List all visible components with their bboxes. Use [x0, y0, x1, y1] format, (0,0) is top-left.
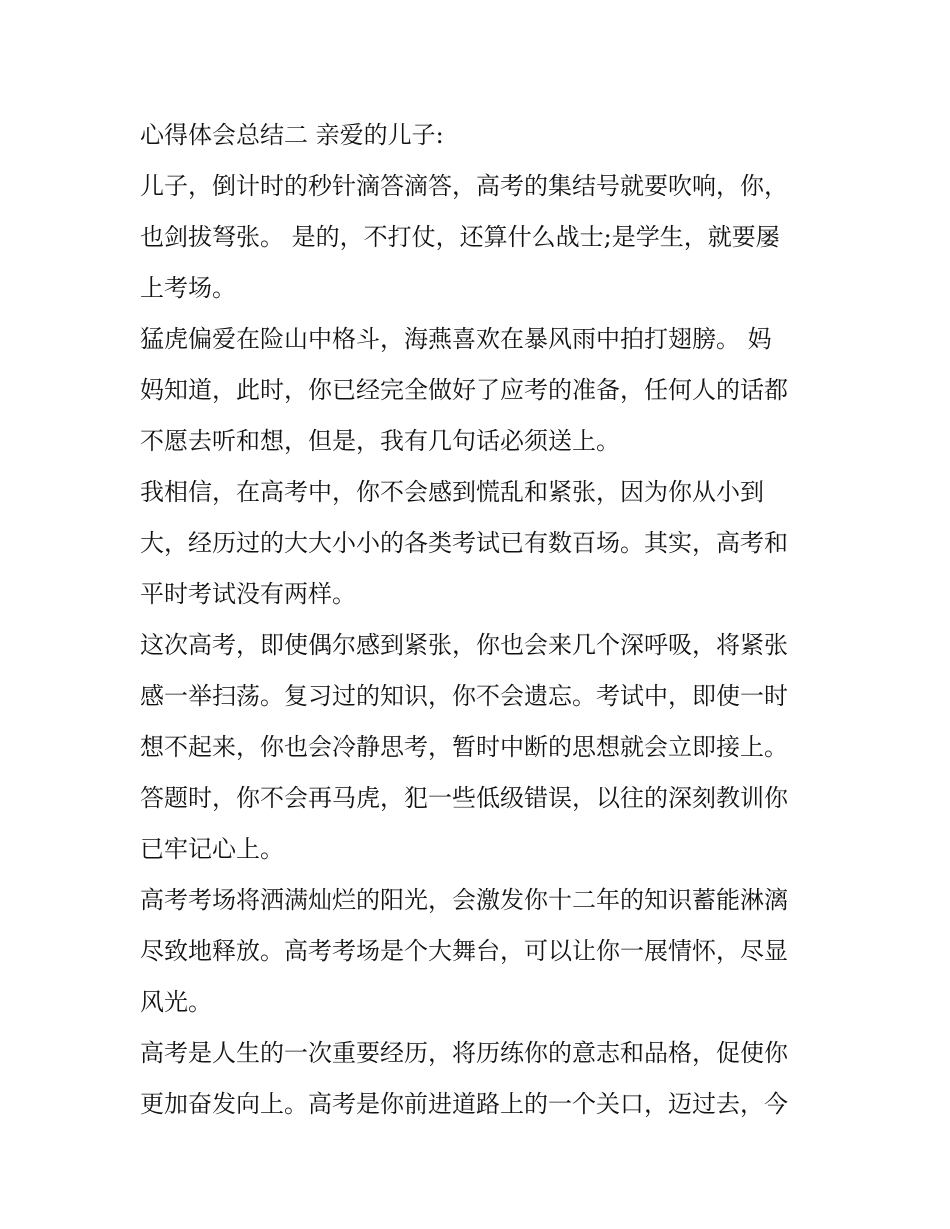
text-line: 儿子，倒计时的秒针滴答滴答，高考的集结号就要吹响，你， [140, 172, 788, 200]
text-line: 高考考场将洒满灿烂的阳光，会激发你十二年的知识蓄能淋漓 [140, 886, 788, 914]
text-line: 已牢记心上。 [140, 835, 284, 863]
text-line: 不愿去听和想，但是，我有几句话必须送上。 [140, 427, 620, 455]
text-line: 尽致地释放。高考考场是个大舞台，可以让你一展情怀，尽显 [140, 937, 788, 965]
text-line: 妈知道，此时，你已经完全做好了应考的准备，任何人的话都 [140, 376, 788, 404]
text-line: 上考场。 [140, 274, 236, 302]
text-line: 更加奋发向上。高考是你前进道路上的一个关口，迈过去，今 [140, 1090, 788, 1118]
text-line: 答题时，你不会再马虎，犯一些低级错误，以往的深刻教训你 [140, 784, 788, 812]
text-line: 大，经历过的大大小小的各类考试已有数百场。其实，高考和 [140, 529, 788, 557]
text-line: 也剑拔弩张。 是的，不打仗，还算什么战士;是学生，就要屡 [140, 223, 780, 251]
document-body [140, 110, 820, 1130]
text-line: 这次高考，即使偶尔感到紧张，你也会来几个深呼吸，将紧张 [140, 631, 788, 659]
text-line: 风光。 [140, 988, 212, 1016]
text-line: 我相信，在高考中，你不会感到慌乱和紧张，因为你从小到 [140, 478, 764, 506]
text-line: 猛虎偏爱在险山中格斗，海燕喜欢在暴风雨中拍打翅膀。 妈 [140, 325, 772, 353]
text-line: 高考是人生的一次重要经历，将历练你的意志和品格，促使你 [140, 1039, 788, 1067]
text-line: 感一举扫荡。复习过的知识，你不会遗忘。考试中，即使一时 [140, 682, 788, 710]
text-line: 平时考试没有两样。 [140, 580, 356, 608]
document-title-line: 心得体会总结二 亲爱的儿子: [140, 121, 444, 149]
text-line: 想不起来，你也会冷静思考，暂时中断的思想就会立即接上。 [140, 733, 788, 761]
